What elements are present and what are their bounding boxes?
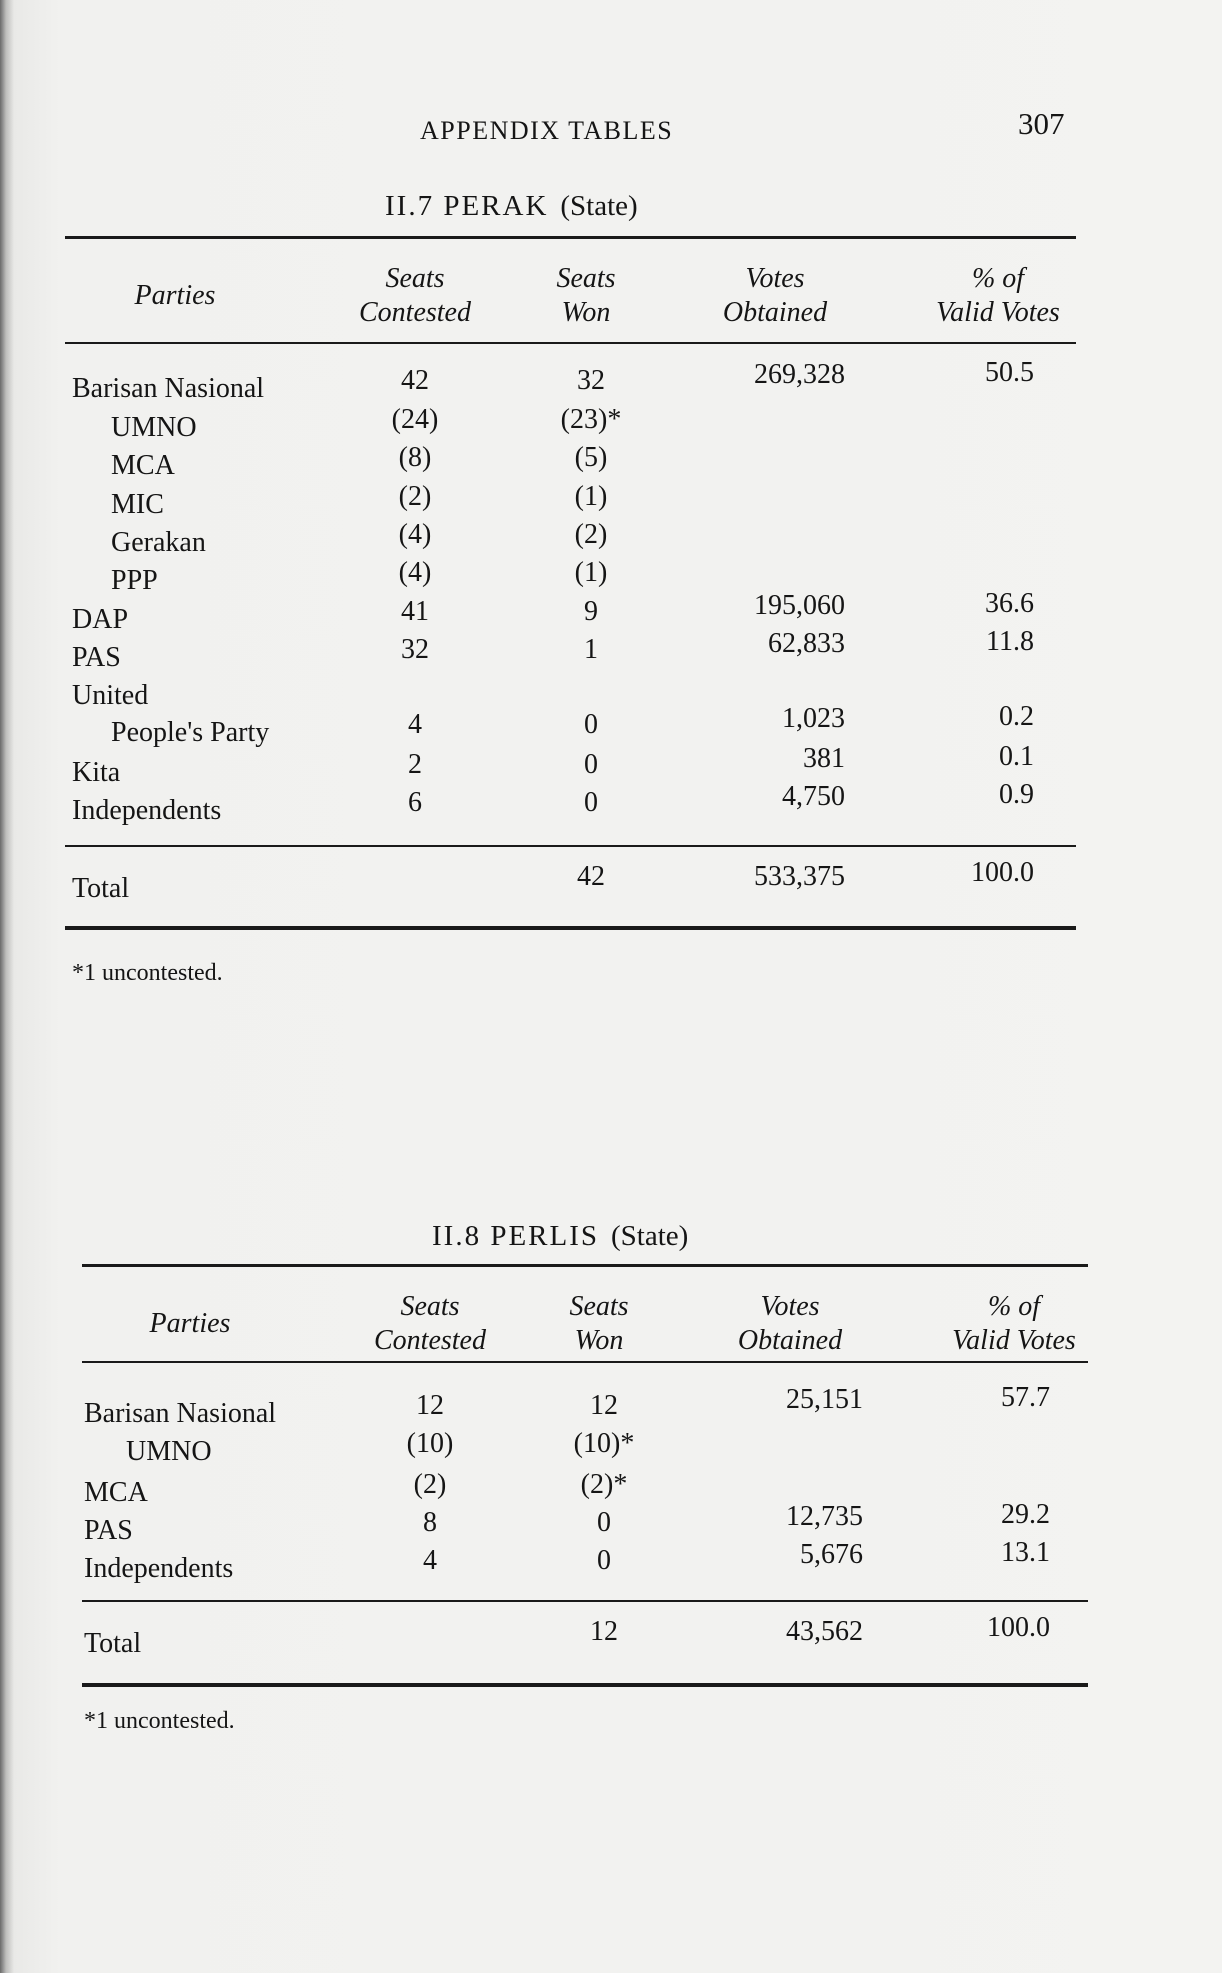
party-name: UMNO — [126, 1436, 212, 1467]
seats-contested: 32 — [401, 634, 429, 665]
total-votes: 533,375 — [754, 861, 845, 892]
seats-won: (2)* — [580, 1469, 628, 1500]
header-valid-votes-pct-line1: % of — [987, 1291, 1041, 1322]
party-name: PPP — [111, 565, 158, 596]
table-title-text: II.7 PERAK — [385, 190, 549, 222]
valid-votes-pct: 0.9 — [999, 779, 1034, 810]
valid-votes-pct: 13.1 — [1001, 1537, 1050, 1568]
total-rule — [65, 845, 1076, 847]
footnote: *1 uncontested. — [72, 960, 223, 986]
seats-won: (1) — [574, 557, 608, 588]
votes-obtained: 269,328 — [754, 359, 845, 390]
seats-contested: (2) — [398, 481, 432, 512]
header-seats-contested-line2: Contested — [374, 1325, 486, 1356]
seats-contested: (24) — [391, 404, 439, 435]
valid-votes-pct: 29.2 — [1001, 1499, 1050, 1530]
party-name: Barisan Nasional — [72, 373, 265, 404]
valid-votes-pct: 0.1 — [999, 741, 1034, 772]
seats-won: 9 — [584, 596, 598, 627]
header-seats-contested-line2: Contested — [359, 297, 471, 328]
seats-contested: (10) — [406, 1428, 454, 1459]
header-rule — [65, 342, 1076, 344]
total-label: Total — [84, 1628, 142, 1659]
party-name: People's Party — [111, 717, 270, 748]
header-seats-won-line2: Won — [561, 297, 611, 328]
seats-contested: (4) — [398, 519, 432, 550]
valid-votes-pct: 0.2 — [999, 701, 1034, 732]
page-number: 307 — [1018, 106, 1065, 141]
header-valid-votes-pct-line1: % of — [971, 263, 1025, 294]
votes-obtained: 381 — [803, 743, 845, 774]
party-name: Independents — [72, 795, 222, 826]
header-seats-won-line2: Won — [574, 1325, 624, 1356]
header-seats-contested-line1: Seats — [385, 263, 445, 294]
party-name: MCA — [84, 1477, 148, 1508]
votes-obtained: 5,676 — [800, 1539, 863, 1570]
seats-won: (23)* — [560, 404, 622, 435]
total-won: 42 — [577, 861, 605, 892]
party-name: PAS — [72, 642, 121, 673]
header-valid-votes-pct-line2: Valid Votes — [936, 297, 1060, 328]
valid-votes-pct: 57.7 — [1001, 1382, 1050, 1413]
table-title — [432, 1220, 688, 1253]
seats-won: (2) — [574, 519, 608, 550]
table-title-text: II.8 PERLIS — [432, 1220, 599, 1252]
seats-won: 1 — [584, 634, 598, 665]
seats-contested: 42 — [401, 365, 429, 396]
header-votes-obtained-line1: Votes — [760, 1291, 820, 1322]
seats-won: 12 — [590, 1390, 618, 1421]
total-won: 12 — [590, 1616, 618, 1647]
bottom-rule — [82, 1683, 1088, 1687]
valid-votes-pct: 50.5 — [985, 357, 1034, 388]
seats-contested: 6 — [408, 787, 422, 818]
votes-obtained: 1,023 — [782, 703, 845, 734]
bottom-rule — [65, 926, 1076, 930]
party-name: United — [72, 680, 149, 711]
party-name: Independents — [84, 1553, 234, 1584]
total-rule — [82, 1600, 1088, 1602]
table-title — [385, 190, 638, 223]
seats-won: 32 — [577, 365, 605, 396]
total-votes: 43,562 — [786, 1616, 863, 1647]
seats-contested: 8 — [423, 1507, 437, 1538]
header-seats-contested-line1: Seats — [400, 1291, 460, 1322]
party-name: MIC — [111, 489, 164, 520]
votes-obtained: 195,060 — [754, 590, 845, 621]
party-name: MCA — [111, 450, 175, 481]
header-votes-obtained-line2: Obtained — [722, 297, 828, 328]
total-label: Total — [72, 873, 130, 904]
top-rule — [82, 1264, 1088, 1267]
valid-votes-pct: 36.6 — [985, 588, 1034, 619]
footnote: *1 uncontested. — [84, 1708, 235, 1734]
header-valid-votes-pct-line2: Valid Votes — [952, 1325, 1076, 1356]
header-seats-won-line1: Seats — [569, 1291, 629, 1322]
party-name: DAP — [72, 604, 129, 635]
party-name: PAS — [84, 1515, 133, 1546]
party-name: UMNO — [111, 412, 197, 443]
seats-contested: 4 — [408, 709, 422, 740]
seats-contested: (4) — [398, 557, 432, 588]
party-name: Kita — [72, 757, 121, 788]
seats-won: (5) — [574, 442, 608, 473]
seats-contested: (2) — [413, 1469, 447, 1500]
header-parties: Parties — [149, 1308, 231, 1339]
header-parties: Parties — [134, 280, 216, 311]
seats-won: 0 — [584, 749, 598, 780]
seats-contested: 4 — [423, 1545, 437, 1576]
header-votes-obtained-line2: Obtained — [737, 1325, 843, 1356]
running-head: APPENDIX TABLES — [420, 116, 674, 145]
votes-obtained: 62,833 — [768, 628, 845, 659]
header-seats-won-line1: Seats — [556, 263, 616, 294]
total-pct: 100.0 — [987, 1612, 1050, 1643]
votes-obtained: 25,151 — [786, 1384, 863, 1415]
table-title-suffix: (State) — [560, 190, 638, 222]
seats-contested: 12 — [416, 1390, 444, 1421]
party-name: Barisan Nasional — [84, 1398, 277, 1429]
seats-contested: 2 — [408, 749, 422, 780]
party-name: Gerakan — [111, 527, 206, 558]
total-pct: 100.0 — [971, 857, 1034, 888]
top-rule — [65, 236, 1076, 239]
votes-obtained: 4,750 — [782, 781, 845, 812]
seats-won: 0 — [597, 1507, 611, 1538]
seats-contested: 41 — [401, 596, 429, 627]
valid-votes-pct: 11.8 — [986, 626, 1034, 657]
seats-won: 0 — [584, 709, 598, 740]
seats-won: 0 — [597, 1545, 611, 1576]
votes-obtained: 12,735 — [786, 1501, 863, 1532]
seats-contested: (8) — [398, 442, 432, 473]
seats-won: 0 — [584, 787, 598, 818]
header-rule — [82, 1361, 1088, 1363]
table-title-suffix: (State) — [611, 1220, 689, 1252]
seats-won: (10)* — [573, 1428, 635, 1459]
header-votes-obtained-line1: Votes — [745, 263, 805, 294]
seats-won: (1) — [574, 481, 608, 512]
